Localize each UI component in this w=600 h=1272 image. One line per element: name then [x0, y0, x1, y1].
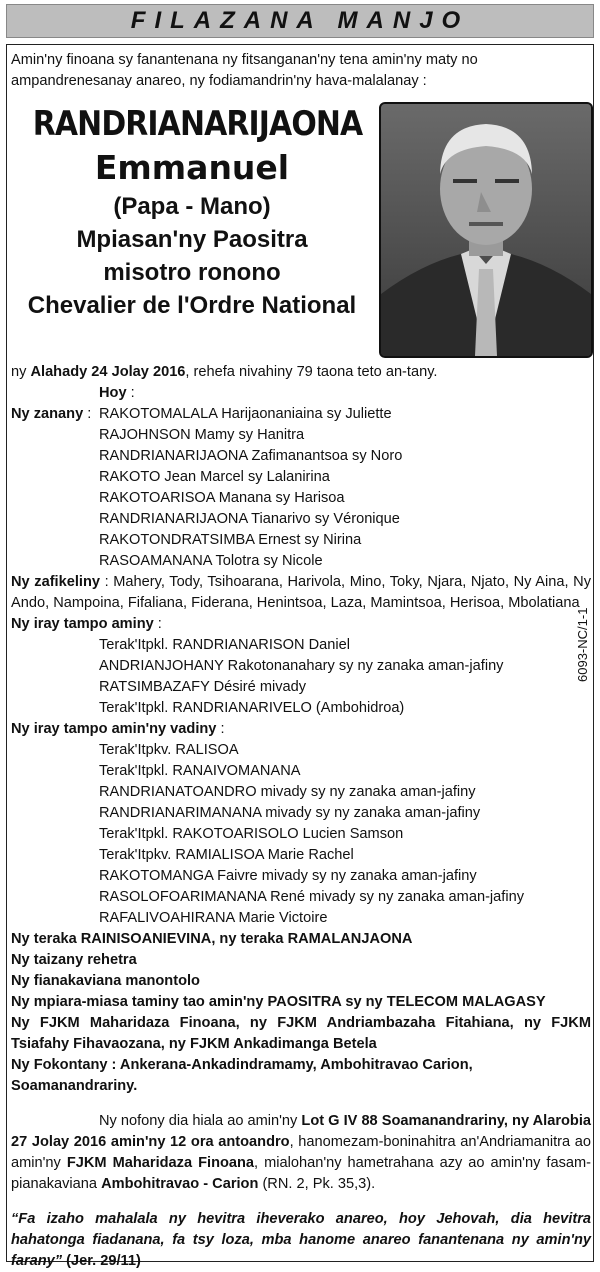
deceased-title-1: Mpiasan'ny Paositra: [76, 226, 308, 253]
hoy-label: Hoy: [99, 385, 127, 401]
tampo-aminy-item-3: RATSIMBAZAFY Désiré mivady: [99, 679, 307, 695]
funeral-text-1: Ny nofony dia hiala ao amin'ny: [99, 1113, 302, 1129]
death-suffix: , rehefa nivahiny 79 taona teto an-tany.: [185, 364, 438, 380]
quote-text: “Fa izaho mahalala ny hevitra iheverako anareo, hoy Jehovah, dia hevitra hahatonga fiadanana, fa tsy loza, mba hanome anareo fanantenana ny amin'ny farany”: [11, 1211, 591, 1269]
others-line-2: Ny taizany rehetra: [11, 952, 137, 968]
death-line: [11, 362, 591, 383]
zafikeliny-text: : Mahery, Tody, Tsihoarana, Harivola, Mino, Toky, Njara, Njato, Ny Aina, Ny Ando, Nampoina, Fifaliana, Fiderana, Henintsoa, Laza, Mamintsoa, Herisoa, Mbolatiana: [11, 574, 591, 611]
tampo-vadiny-item-4: RANDRIANARIMANANA mivady sy ny zanaka aman-jafiny: [99, 805, 481, 821]
zanany-item-3: RANDRIANARIJAONA Zafimanantsoa sy Noro: [99, 448, 403, 464]
death-prefix: ny: [11, 364, 31, 380]
funeral-church: FJKM Maharidaza Finoana: [66, 1155, 255, 1171]
deceased-firstname: Emmanuel: [94, 148, 290, 187]
header-title: FILAZANA MANJO: [130, 7, 470, 34]
tampo-vadiny-item-6: Terak'Itpkv. RAMIALISOA Marie Rachel: [99, 847, 354, 863]
others-line-4: Ny mpiara-miasa taminy tao amin'ny PAOSITRA sy ny TELECOM MALAGASY: [11, 994, 546, 1010]
quote-reference: (Jer. 29/11): [62, 1253, 141, 1269]
funeral-text-2: , hanomezam-boninahitra an'Andriamanitra ao amin'ny: [11, 1134, 591, 1171]
others-line-5: Ny FJKM Maharidaza Finoana, ny FJKM Andriambazaha Fitahiana, ny FJKM Tsiafahy Fihavaozana, ny FJKM Ankadimanga Betela: [11, 1015, 591, 1052]
tampo-vadiny-heading: Ny iray tampo amin'ny vadiny :: [11, 721, 225, 737]
hoy-line: Hoy :: [99, 385, 135, 401]
tampo-vadiny-item-5: Terak'Itpkl. RAKOTOARISOLO Lucien Samson: [99, 826, 404, 842]
tampo-aminy-item-1: Terak'Itpkl. RANDRIANARISON Daniel: [99, 637, 350, 653]
tampo-vadiny-item-2: Terak'Itpkl. RANAIVOMANANA: [99, 763, 301, 779]
tampo-aminy-heading: Ny iray tampo aminy :: [11, 616, 162, 632]
notice-content: [11, 50, 591, 1272]
funeral-text-4: (RN. 2, Pk. 35,3).: [258, 1176, 376, 1192]
tampo-vadiny-item-7: RAKOTOMANGA Faivre mivady sy ny zanaka aman-jafiny: [99, 868, 477, 884]
deceased-nickname: (Papa - Mano): [113, 193, 271, 220]
funeral-location: Lot G IV 88 Soamanandrariny, ny Alarobia 27 Jolay 2016 amin'ny 12 ora antoandro: [11, 1113, 591, 1150]
others-line-3: Ny fianakaviana manontolo: [11, 973, 200, 989]
others-line-1: Ny teraka RAINISOANIEVINA, ny teraka RAMALANJAONA: [11, 931, 413, 947]
zanany-item-1: RAKOTOMALALA Harijaonaniaina sy Juliette: [99, 406, 392, 422]
zanany-item-8: RASOAMANANA Tolotra sy Nicole: [99, 553, 323, 569]
zanany-label: Ny zanany: [11, 406, 84, 422]
others-line-6: Ny Fokontany : Ankerana-Ankadindramamy, Ambohitravao Carion, Soamanandrariny.: [11, 1057, 473, 1094]
header-banner: [6, 4, 594, 38]
funeral-text-3: , mialohan'ny hametrahana azy ao amin'ny fasam-pianakaviana: [11, 1155, 591, 1192]
zanany-item-2: RAJOHNSON Mamy sy Hanitra: [99, 427, 305, 443]
tampo-vadiny-item-3: RANDRIANATOANDRO mivady sy ny zanaka aman-jafiny: [99, 784, 476, 800]
tampo-aminy-item-2: ANDRIANJOHANY Rakotonanahary sy ny zanaka aman-jafiny: [99, 658, 504, 674]
tampo-aminy-label: Ny iray tampo aminy: [11, 616, 154, 632]
funeral-burial-place: Ambohitravao - Carion: [101, 1176, 259, 1192]
zafikeliny-label: Ny zafikeliny: [11, 574, 100, 590]
tampo-vadiny-item-9: RAFALIVOAHIRANA Marie Victoire: [99, 910, 328, 926]
tampo-vadiny-label: Ny iray tampo amin'ny vadiny: [11, 721, 217, 737]
deceased-names: [11, 102, 373, 322]
funeral-paragraph: [11, 1111, 591, 1195]
zafikeliny-paragraph: [11, 572, 591, 614]
zanany-item-5: RAKOTOARISOA Manana sy Harisoa: [99, 490, 345, 506]
side-reference: 6093-NC/1-1: [575, 607, 590, 682]
zanany-item-7: RAKOTONDRATSIMBA Ernest sy Nirina: [99, 532, 362, 548]
tampo-vadiny-item-1: Terak'Itpkv. RALISOA: [99, 742, 239, 758]
bible-quote: [11, 1209, 591, 1272]
zanany-label-wrap: Ny zanany :: [11, 406, 92, 422]
tampo-aminy-item-4: Terak'Itpkl. RANDRIANARIVELO (Ambohidroa): [99, 700, 405, 716]
portrait-image: [381, 104, 591, 356]
zanany-item-6: RANDRIANARIJAONA Tianarivo sy Véronique: [99, 511, 400, 527]
zanany-row: [11, 404, 591, 425]
deceased-block: [11, 92, 591, 362]
tampo-vadiny-item-8: RASOLOFOARIMANANA René mivady sy ny zanaka aman-jafiny: [99, 889, 524, 905]
spacer: [11, 1097, 591, 1111]
death-date: Alahady 24 Jolay 2016: [30, 364, 186, 380]
deceased-title-2: misotro ronono: [103, 259, 281, 286]
zanany-item-4: RAKOTO Jean Marcel sy Lalanirina: [99, 469, 330, 485]
portrait-photo: [379, 102, 593, 358]
deceased-surname: RANDRIANARIJAONA: [32, 104, 363, 144]
intro-text: Amin'ny finoana sy fanantenana ny fitsanganan'ny tena amin'ny maty no ampandrenesanay anareo, ny fodiamandrin'ny hava-malalanay :: [11, 52, 478, 89]
deceased-title-3: Chevalier de l'Ordre National: [27, 292, 357, 319]
spacer-2: [11, 1195, 591, 1209]
